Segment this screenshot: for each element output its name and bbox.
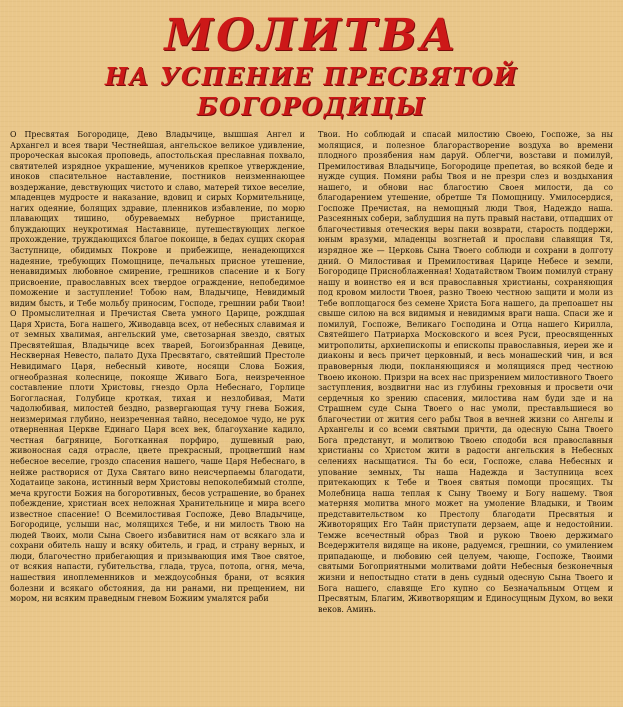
column-right: Твои. Но соблюдай и спасай милостию Своею, Госпоже, за ны молящися, и полезное благорастворение воздуха во времени плодного прозябения нам даруй. Облегчи, возстави и помилуй, Премилостивая Владычице, Богородице препетая, во всякой беде и нужде сущия. Помяни рабы Твоя и не презри слез и воздыхания нашего, и обнови нас благостию Своея милости, да со благодарением утешение, обретше Тя Помощницу. Умилосердися, Госпоже Пречистая, на немощный люди Твоя, Надеждо наша. Разсеянных собери, заблудшия на путь правый настави, отпадших от благочестивыя отеческия веры паки возврати, старость поддержи, юным вразуми, младенцы возгнетай и прослави славящия Тя, изрядное же — Церковь Сына Твоего соблюди и сохрани в долготу дний. О Милостивая и Премилостивая Царице Небесе и земли, Богородице Присноблаженная! Ходатайством Твоим помилуй страну нашу и воинство ея и вся православныя христианы, сохраняющия под кровом милости Твоея, разно Твоею честною защити и моли из Тебе воплощагося без семене Христа Бога нашего, да препоашет ны свыше силою на вся видимыя и невидимыя враги наша. Спаси же и помилуй, Госпоже, Великаго Господина и Отца нашего Кирилла, Святейшего Патриарха Московского и всея Руси, преосвященных митрополиты, архиепископы и епископы православныя, иереи же и диаконы и весь причет церковный, и весь монашеский чин, и вся правоверныя люди, покланяющияся и молящияся пред честною Твоею иконою. Призри на всех нас призрением милостивного Твоего заступления, воздвигни нас из глубины греховныя и просвети очи сердечныя ко зрению спасения, милостива нам буди зде и на Страшнем суде Сына Твоего о нас умоли, преставльшиеся во благочестии от жития сего рабы Твоя в вечней жизни со Ангелы и Архангелы и со всеми святыми причти, да одесную Сына Твоего Бога предстанут, и молитвою Твоею сподоби вся православныя христианы со Христом жити в радости ангельския в Небесных селениях насыщатися. Ты бо еси, Госпоже, слава Небесных и упование земных, Ты наша Надежда и Заступница всех притекающих к Тебе и Твоея святыя помощи просящих. Ты Молебница наша теплая к Сыну Твоему и Богу нашему. Твоя матерняя молитва много может на умоление Владыки, и Твоим представительством ко Престолу благодати Пресвятыя и Животорящих Его Тайн приступати дерзаем, аще и недостойнии. Темже всечестный образ Твой и рукою Твоею держимаго Вседержителя видяще на иконе, радуемся, грешнии, со умилением припадающе, и любовию сей целуем, чающе, Госпоже, Твоими святыми Богоприятными молитвами дойти Небесныя безконечныя жизни и непостыдно стати в день судный одесную Сына Твоего и Бога нашего, славяще Его купно со Безначальным Отцем и Пресвятым, Благим, Животворящим и Единосущным Духом, во веки веков. Аминь. xyxy=(318,130,613,614)
text-columns xyxy=(10,128,613,615)
page-title: МОЛИТВА xyxy=(164,10,459,61)
column-left: О Пресвятая Богородице, Дево Владычице, вышшая Ангел и Архангел и всея твари Честнейшая, ангельское великое удивление, пророческая высокая проповедь, апостольская преславная похвало, святителей изрядное украшение, мучеников крепкое утверждение, иноков спасительное наставление, постников неизменнающее воздержание, девствующих чистото и славо, матерей тихое веселие, младенцев мудросте и наказание, вдовиц и сирых Кормительнице, нагих одеяние, болящих здравие, пленников избавление, по морю плавающих тишино, обуреваемых небурное пристанище, блуждающих неукротимая Наставнице, путешествующих легкое прохождение, труждающихся благое покоище, в бедах сущих скорая Заступнице, обидимых Покрове и прибежище, ненадеющихся надеяние, требующих Помощнице, печальных присное утешение, ненавидимых любовное смирение, грешников спасение и к Богу присвоение, православных всех твердое ограждение, непобедимое поможение и заступление! Тобою нам, Владычице, Невидимый видим бысть, и Тебе мольбу приносим, Господе, грешнии раби Твои! О Промыслителная и Пречистая Света умного Царице, рождшая Царя Христа, Бога нашего, Живодавца всех, от небесных славимая и от земных хвалимая, ангельский уме, светозарная звездо, святых Пресвятейшая, Владычице всех тварей, Богоизбранная Девице, Нескверная Невесто, палато Духа Пресвятаго, святейший Престоле Невидимаго Царя, небесный кивоте, носящи Слова Божия, огнеобразная колеснице, покояще Живаго Бога, неизреченное составление плоти Христовы, гнездо Орла Небеснаго, Горлице Богогласная, Голубице кроткая, тихая и незлобивая, Мати чадолюбивая, милостей бездно, развергающая тучу гнева Божия, неизмеримая глубино, неизреченная тайно, неседомое чудо, не рук отверненная Церкве Единаго Царя всех век, благоухание кадило, честная багрянице, Боготканная порфиро, душевный раю, живоносная садя отрасле, цвете прекрасный, процветший нам небесное веселие, гроздо спасения нашего, чаше Царя Небеснаго, в нейже растворися от Духа Святаго вино неисчерпаемы благодати, Ходатаице закона, истинный верм Христовы непоколебимый столпе, меча кругости Божия на богоротивных, бесов устрашение, во бранех побеждение, христиан всех неложная Хранительнице и мира всего известное спасение! О Всемилостивая Госпоже, Дево Владычице, Богородице, услыши нас, молящихся Тебе, и ни милость Твою на людей Твоих, моли Сына Своего избавитися нам от всякаго зла и сохрани обитель нашу и всяку обитель, и град, и страну верных, и люди, благочестно прибегающия и призывающия имя Твое святое, от всякия напасти, губительства, глада, труса, потопа, огня, меча, нашествия иноплеменников и междоусобныя брани, от всякия болезни и всякаго обстояния, да ни ранами, ни прещением, ни мором, ни всяким праведным гневом Божиим умалятся раби xyxy=(10,130,305,604)
page-subtitle: НА УСПЕНИЕ ПРЕСВЯТОЙ БОГОРОДИЦЫ xyxy=(104,62,519,121)
